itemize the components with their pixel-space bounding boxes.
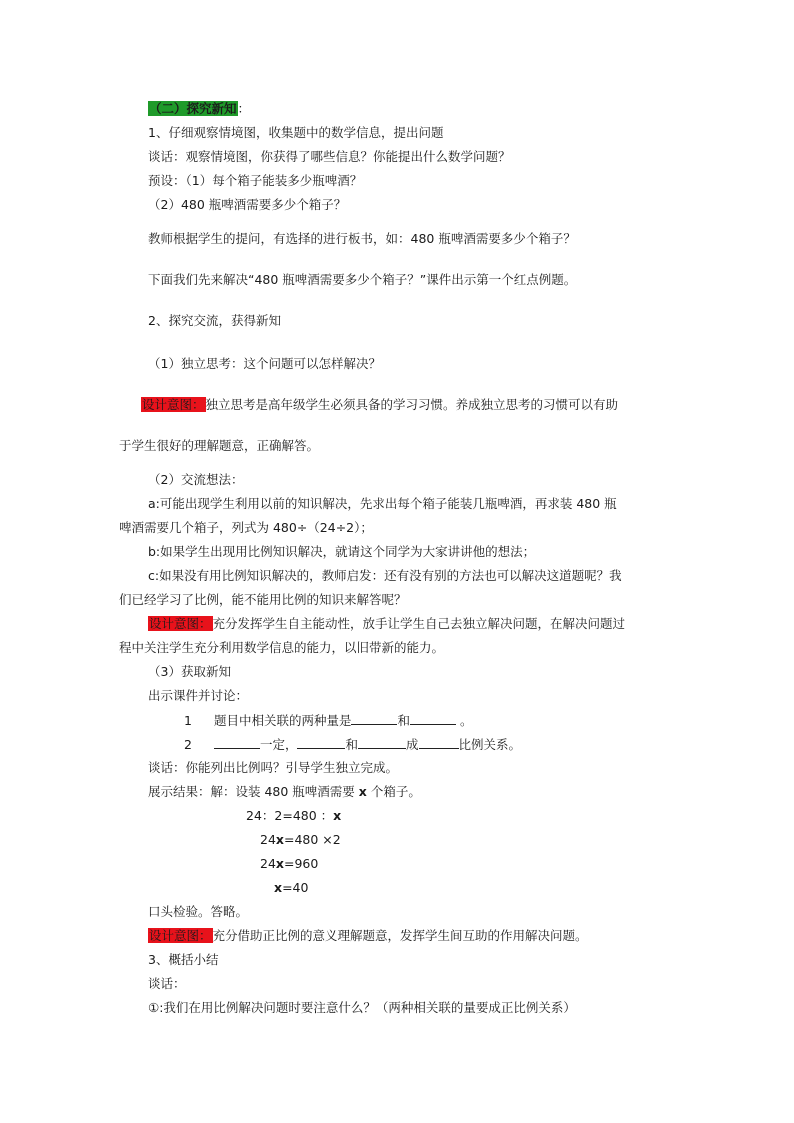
question-text: 题目中相关联的两种量是 bbox=[213, 713, 352, 728]
method-c-cont: 们已经学习了比例，能不能用比例的知识来解答呢？ bbox=[119, 592, 407, 607]
equation-text: 24：2=480 ： bbox=[246, 808, 334, 823]
question-text: 一定， bbox=[259, 737, 298, 752]
section-heading bbox=[148, 100, 250, 118]
design-intent-text: 充分借助正比例的意义理解题意，发挥学生间互助的作用解决问题。 bbox=[212, 928, 588, 943]
exchange-heading: （2）交流想法： bbox=[148, 472, 244, 487]
method-a-cont: 啤酒需要几个箱子，列式为 480÷（24÷2）； bbox=[119, 520, 373, 535]
answer-blank bbox=[419, 735, 459, 749]
preset-line-2: （2）480 瓶啤酒需要多少个箱子？ bbox=[148, 197, 347, 212]
equation-2 bbox=[260, 831, 341, 849]
answer-blank bbox=[214, 735, 260, 749]
design-intent-label: 设计意图： bbox=[142, 397, 205, 412]
answer-blank bbox=[297, 735, 345, 749]
variable-x: x bbox=[333, 808, 342, 823]
question-text: 和 bbox=[397, 713, 410, 728]
answer-blank bbox=[351, 711, 397, 725]
question-2 bbox=[184, 735, 521, 754]
teacher-note: 教师根据学生的提问，有选择的进行板书，如：480 瓶啤酒需要多少个箱子？ bbox=[148, 231, 576, 246]
question-text: 成 bbox=[405, 737, 419, 752]
question-text: 比例关系。 bbox=[458, 737, 522, 752]
dialogue-line-2: 谈话：你能列出比例吗？引导学生独立完成。 bbox=[148, 760, 399, 775]
equation-3 bbox=[260, 855, 318, 873]
question-number: 1 bbox=[184, 713, 192, 728]
dialogue-line: 谈话：观察情境图，你获得了哪些信息？你能提出什么数学问题？ bbox=[148, 149, 511, 164]
equation-1 bbox=[246, 807, 341, 825]
design-intent-label: 设计意图： bbox=[149, 928, 212, 943]
discuss-line: 出示课件并讨论： bbox=[148, 688, 249, 703]
equation-text: =40 bbox=[282, 880, 309, 895]
design-intent-1 bbox=[141, 396, 618, 414]
question-text: 和 bbox=[345, 737, 358, 752]
method-c: c:如果没有用比例知识解决的，教师启发：还有没有别的方法也可以解决这道题呢？我 bbox=[148, 568, 622, 583]
design-intent-label: 设计意图： bbox=[149, 616, 212, 631]
step-3-heading: 3、概括小结 bbox=[148, 952, 219, 967]
variable-x: x bbox=[275, 832, 284, 847]
answer-blank bbox=[410, 711, 456, 725]
section-title: （二）探究新知 bbox=[149, 101, 237, 116]
variable-x: x bbox=[275, 856, 284, 871]
equation-4 bbox=[274, 879, 308, 897]
question-text: 。 bbox=[459, 713, 473, 728]
equation-text: 24 bbox=[260, 832, 276, 847]
design-intent-text: 独立思考是高年级学生必须具备的学习习惯。养成独立思考的习惯可以有助 bbox=[205, 397, 619, 412]
equation-text: 24 bbox=[260, 856, 276, 871]
design-intent-3 bbox=[148, 927, 588, 945]
answer-blank bbox=[358, 735, 406, 749]
method-b: b:如果学生出现用比例知识解决，就请这个同学为大家讲讲他的想法； bbox=[148, 544, 536, 559]
design-intent-2-cont: 程中关注学生充分利用数学信息的能力，以旧带新的能力。 bbox=[119, 640, 445, 655]
variable-x: x bbox=[274, 880, 283, 895]
design-intent-text: 充分发挥学生自主能动性，放手让学生自己去独立解决问题，在解决问题过 bbox=[212, 616, 626, 631]
result-line bbox=[148, 783, 421, 801]
variable-x: x bbox=[358, 784, 367, 799]
result-text: 个箱子。 bbox=[366, 784, 421, 799]
preset-line: 预设：（1）每个箱子能装多少瓶啤酒？ bbox=[148, 173, 363, 188]
design-intent-2 bbox=[148, 615, 625, 633]
equation-text: =960 bbox=[283, 856, 319, 871]
step-1-heading: 1、仔细观察情境图，收集题中的数学信息，提出问题 bbox=[148, 125, 444, 140]
question-1 bbox=[184, 711, 473, 730]
section-title-colon: ： bbox=[237, 101, 251, 116]
summary-question: ①:我们在用比例解决问题时要注意什么？（两种相关联的量要成正比例关系） bbox=[148, 1000, 576, 1015]
step-2-heading: 2、探究交流，获得新知 bbox=[148, 313, 281, 328]
intro-line: 下面我们先来解决“480 瓶啤酒需要多少个箱子？”课件出示第一个红点例题。 bbox=[148, 272, 577, 287]
verification-line: 口头检验。答略。 bbox=[148, 904, 249, 919]
result-text: 展示结果：解：设装 480 瓶啤酒需要 bbox=[148, 784, 359, 799]
equation-text: =480 ×2 bbox=[283, 832, 341, 847]
design-intent-1-cont: 于学生很好的理解题意，正确解答。 bbox=[119, 438, 320, 453]
question-number: 2 bbox=[184, 737, 192, 752]
independent-thinking: （1）独立思考：这个问题可以怎样解决？ bbox=[148, 356, 381, 371]
dialogue-line-3: 谈话： bbox=[148, 976, 186, 991]
acquire-heading: （3）获取新知 bbox=[148, 664, 231, 679]
method-a: a:可能出现学生利用以前的知识解决，先求出每个箱子能装几瓶啤酒，再求装 480 瓶 bbox=[148, 496, 617, 511]
